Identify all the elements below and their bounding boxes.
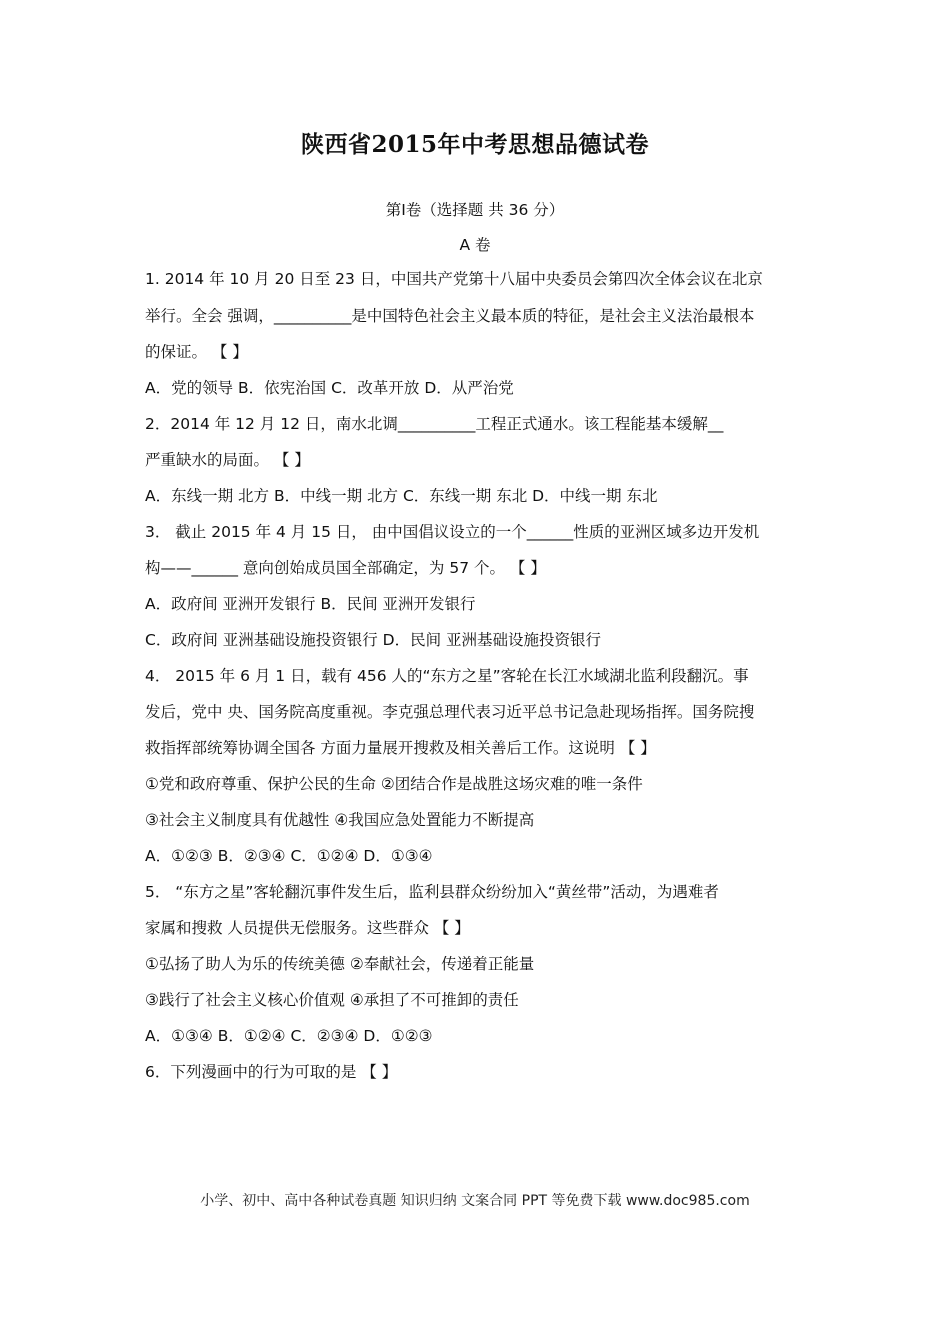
section-heading: 第Ⅰ卷（选择题 共 36 分） [385,201,565,219]
question-4-options: A．①②③ B．②③④ C．①②④ D．①③④ [145,847,433,865]
question-1-options: A．党的领导 B．依宪治国 C．改革开放 D．从严治党 [145,379,514,397]
question-2-line-1: 2．2014 年 12 月 12 日，南水北调__________工程正式通水。该工程能基本缓解__ [145,415,724,433]
document-title: 陕西省2015年中考思想品德试卷 [300,131,649,158]
question-4-statements-34: ③社会主义制度具有优越性 ④我国应急处置能力不断提高 [145,811,535,829]
question-6-line-1: 6．下列漫画中的行为可取的是 【 】 [145,1063,398,1081]
question-1-line-2: 举行。全会 强调，__________是中国特色社会主义最本质的特征，是社会主义法治最根本 [145,307,755,325]
question-5-line-2: 家属和搜救 人员提供无偿服务。这些群众 【 】 [145,919,470,937]
question-3-line-1: 3． 截止 2015 年 4 月 15 日， 由中国倡议设立的一个______性质的亚洲区域多边开发机 [145,523,760,541]
question-4-line-3: 救指挥部统筹协调全国各 方面力量展开搜救及相关善后工作。这说明 【 】 [145,739,656,757]
question-3-options-cd: C．政府间 亚洲基础设施投资银行 D．民间 亚洲基础设施投资银行 [145,631,602,649]
question-1-line-3: 的保证。 【 】 [145,343,248,361]
question-4-line-1: 4． 2015 年 6 月 1 日，载有 456 人的“东方之星”客轮在长江水域湖北监利段翻沉。事 [145,667,749,685]
question-5-statements-12: ①弘扬了助人为乐的传统美德 ②奉献社会，传递着正能量 [145,955,535,973]
question-4-statements-12: ①党和政府尊重、保护公民的生命 ②团结合作是战胜这场灾难的唯一条件 [145,775,643,793]
question-4-line-2: 发后，党中 央、国务院高度重视。李克强总理代表习近平总书记急赴现场指挥。国务院搜 [145,703,755,721]
part-heading: A 卷 [459,236,491,254]
question-2-options: A．东线一期 北方 B．中线一期 北方 C．东线一期 东北 D．中线一期 东北 [145,487,658,505]
question-3-line-2: 构——______ 意向创始成员国全部确定，为 57 个。 【 】 [145,559,546,577]
question-1-line-1: 1. 2014 年 10 月 20 日至 23 日，中国共产党第十八届中央委员会第四次全体会议在北京 [145,270,763,288]
question-3-options-ab: A．政府间 亚洲开发银行 B．民间 亚洲开发银行 [145,595,476,613]
question-2-line-2: 严重缺水的局面。 【 】 [145,451,310,469]
page-footer: 小学、初中、高中各种试卷真题 知识归纳 文案合同 PPT 等免费下载 www.doc985.com [200,1193,750,1209]
question-5-statements-34: ③践行了社会主义核心价值观 ④承担了不可推卸的责任 [145,991,519,1009]
question-5-options: A．①③④ B．①②④ C．②③④ D．①②③ [145,1027,433,1045]
question-5-line-1: 5． “东方之星”客轮翻沉事件发生后，监利县群众纷纷加入“黄丝带”活动，为遇难者 [145,883,719,901]
